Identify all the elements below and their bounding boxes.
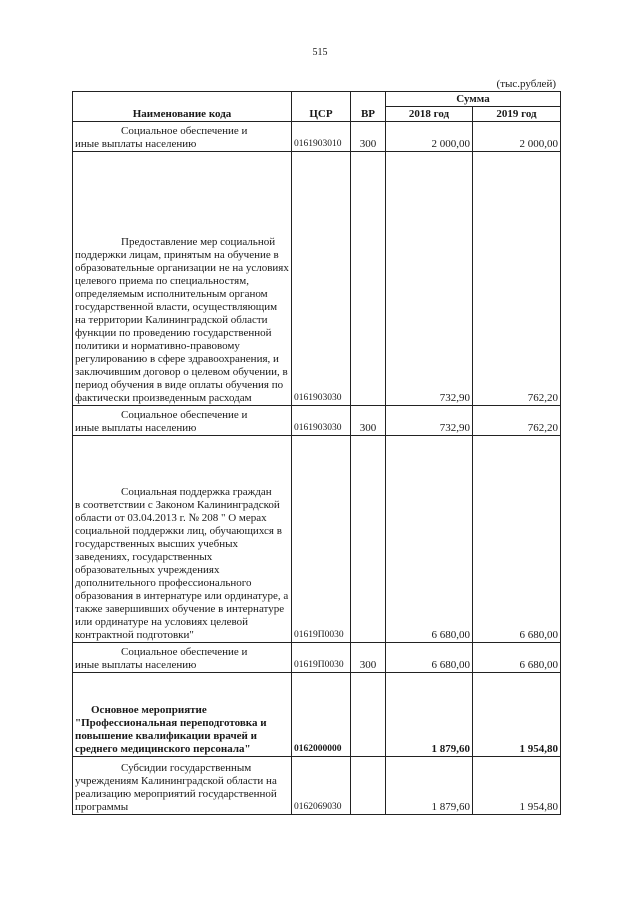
- row-name-first: Социальная поддержка граждан: [121, 486, 272, 498]
- row-vr: [351, 757, 386, 815]
- row-2018: 2 000,00: [386, 122, 473, 152]
- row-name-rest: учреждениям Калининградской области на реализацию мероприятий государственной программы: [75, 775, 277, 813]
- row-vr: 300: [351, 643, 386, 673]
- row-name-first: Социальное обеспечение и: [121, 409, 248, 421]
- row-name-first: Социальное обеспечение и: [121, 646, 248, 658]
- units-label: (тыс.рублей): [496, 78, 556, 90]
- header-vr: ВР: [351, 92, 386, 122]
- row-name-rest: иные выплаты населению: [75, 422, 197, 434]
- row-2018: 1 879,60: [386, 673, 473, 757]
- table-row: [73, 643, 561, 673]
- row-2018: 732,90: [386, 152, 473, 406]
- budget-table: [72, 91, 561, 815]
- table-row: [73, 757, 561, 815]
- row-csr: 0161903030: [292, 152, 351, 406]
- row-name-first: Основное мероприятие: [91, 704, 207, 716]
- table-row: [73, 673, 561, 757]
- row-2018: 6 680,00: [386, 643, 473, 673]
- row-csr: 01619П0030: [292, 436, 351, 643]
- header-csr: ЦСР: [292, 92, 351, 122]
- table-row: [73, 122, 561, 152]
- row-2019: 762,20: [473, 152, 561, 406]
- row-2019: 2 000,00: [473, 122, 561, 152]
- row-name-rest: "Профессиональная переподготовка и повышение квалификации врачей и среднего медицинского персонала": [75, 717, 267, 755]
- row-vr: 300: [351, 122, 386, 152]
- table-row: [73, 436, 561, 643]
- row-2019: 762,20: [473, 406, 561, 436]
- row-name-first: Социальное обеспечение и: [121, 125, 248, 137]
- row-2019: 1 954,80: [473, 757, 561, 815]
- row-2019: 6 680,00: [473, 436, 561, 643]
- row-name-rest: поддержки лицам, принятым на обучение в образовательные организации не на условиях целевого приема по специальностям, определяемым исполнительным органом государственной власти, осуществляющим на территории Калининградской области функции по проведению государственной политики и нормативно-правовому регулированию в сфере здравоохранения, и заключившим договор о целевом обучении, в период обучения в виде оплаты обучения по фактически произведенным расходам: [75, 249, 289, 404]
- header-name: Наименование кода: [73, 92, 292, 122]
- row-2019: 6 680,00: [473, 643, 561, 673]
- row-csr: 0162069030: [292, 757, 351, 815]
- header-year-2019: 2019 год: [473, 107, 561, 122]
- row-name-rest: в соответствии с Законом Калининградской области от 03.04.2013 г. № 208 " О мерах социальной поддержки лиц, обучающихся в государственных высших учебных заведениях, государственных образовательных учреждениях дополнительного профессионального образования в интернатуре или ординатуре, а также завершивших обучение в интернатуре или ординатуре на условиях целевой контрактной подготовки": [75, 499, 289, 641]
- header-sum: Сумма: [386, 92, 561, 107]
- table-row: [73, 152, 561, 406]
- row-2018: 1 879,60: [386, 757, 473, 815]
- row-vr: [351, 152, 386, 406]
- row-vr: 300: [351, 406, 386, 436]
- row-name-first: Субсидии государственным: [121, 762, 252, 774]
- row-csr: 0161903030: [292, 406, 351, 436]
- row-csr: 01619П0030: [292, 643, 351, 673]
- row-vr: [351, 673, 386, 757]
- page-number: 515: [312, 47, 328, 58]
- row-2018: 732,90: [386, 406, 473, 436]
- row-vr: [351, 436, 386, 643]
- row-name-rest: иные выплаты населению: [75, 138, 197, 150]
- table-row: [73, 406, 561, 436]
- row-csr: 0162000000: [292, 673, 351, 757]
- row-2019: 1 954,80: [473, 673, 561, 757]
- row-2018: 6 680,00: [386, 436, 473, 643]
- header-year-2018: 2018 год: [386, 107, 473, 122]
- row-name-rest: иные выплаты населению: [75, 659, 197, 671]
- row-csr: 0161903010: [292, 122, 351, 152]
- row-name-first: Предоставление мер социальной: [121, 236, 276, 248]
